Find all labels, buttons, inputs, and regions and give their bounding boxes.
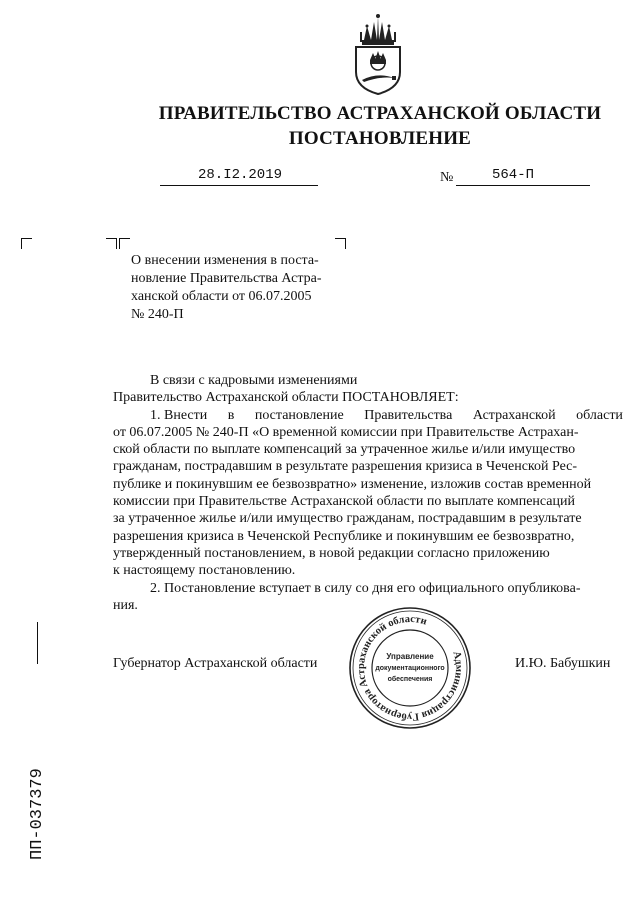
body-line-justified xyxy=(113,407,623,424)
corner-mark-subject-right xyxy=(335,238,346,249)
body-line: 2. Постановление вступает в силу со дня его официального опубликова- xyxy=(150,580,581,596)
document-date: 28.I2.2019 xyxy=(198,167,283,183)
word: Правительства xyxy=(364,407,453,423)
stamp-center-line: Управление xyxy=(386,652,434,661)
document-number: 564-П xyxy=(492,167,535,183)
subject-line: новление Правительства Астра- xyxy=(131,271,322,286)
signer-title: Губернатор Астраханской области xyxy=(113,656,318,671)
body-line: публике и покинувшим ее безвозвратно» изменение, изложив состав временной xyxy=(113,476,592,492)
date-underline xyxy=(160,185,318,186)
subject-line: О внесении изменения в поста- xyxy=(131,253,319,268)
corner-mark-subject-left-a xyxy=(106,238,117,249)
number-underline xyxy=(456,185,590,186)
body-line: гражданам, пострадавшим в результате разрешения кризиса в Чеченской Рес- xyxy=(113,459,578,475)
document-body xyxy=(113,372,623,614)
stamp-ring-text: Администрация Губернатора Астраханской области xyxy=(355,613,465,723)
stamp-center-line: обеспечения xyxy=(387,676,433,683)
word: 1. Внести xyxy=(150,407,208,423)
body-line: к настоящему постановлению. xyxy=(113,563,296,579)
body-line: ской области по выплате компенсаций за утраченное жилье и/или имущество xyxy=(113,442,576,458)
body-line: за утраченное жилье и/или имущество гражданам, пострадавшим в результате xyxy=(113,511,582,527)
subject-line: ханской области от 06.07.2005 xyxy=(131,289,312,304)
government-title: ПРАВИТЕЛЬСТВО АСТРАХАНСКОЙ ОБЛАСТИ xyxy=(158,103,602,124)
corner-mark-subject-left-b xyxy=(119,238,130,249)
body-line: В связи с кадровыми изменениями xyxy=(150,373,358,388)
subject-block xyxy=(131,252,356,324)
signer-name: И.Ю. Бабушкин xyxy=(515,656,611,671)
form-serial-code: ПП-037379 xyxy=(28,768,47,860)
word: области xyxy=(576,407,623,423)
body-line: комиссии при Правительстве Астраханской области по выплате компенсаций xyxy=(113,494,575,510)
body-line: Правительство Астраханской области ПОСТАНОВЛЯЕТ: xyxy=(113,390,459,406)
stamp-center-line: документационного xyxy=(375,665,445,672)
body-line: от 06.07.2005 № 240-П «О временной комиссии при Правительстве Астрахан- xyxy=(113,424,579,440)
body-line: разрешения кризиса в Чеченской Республике и покинувшим ее безвозвратно, xyxy=(113,528,575,544)
margin-mark xyxy=(37,622,38,664)
corner-mark-left xyxy=(21,238,32,249)
body-line: утвержденный постановлением, в новой редакции согласно приложению xyxy=(113,545,550,561)
coat-of-arms-emblem xyxy=(350,14,406,96)
word: в xyxy=(227,407,235,423)
document-type-title: ПОСТАНОВЛЕНИЕ xyxy=(288,128,472,149)
official-stamp xyxy=(348,606,472,730)
body-line: ния. xyxy=(113,597,138,613)
subject-line: № 240-П xyxy=(131,307,184,322)
word: Астраханской xyxy=(472,407,556,423)
word: постановление xyxy=(254,407,344,423)
number-sign: № xyxy=(440,170,454,185)
